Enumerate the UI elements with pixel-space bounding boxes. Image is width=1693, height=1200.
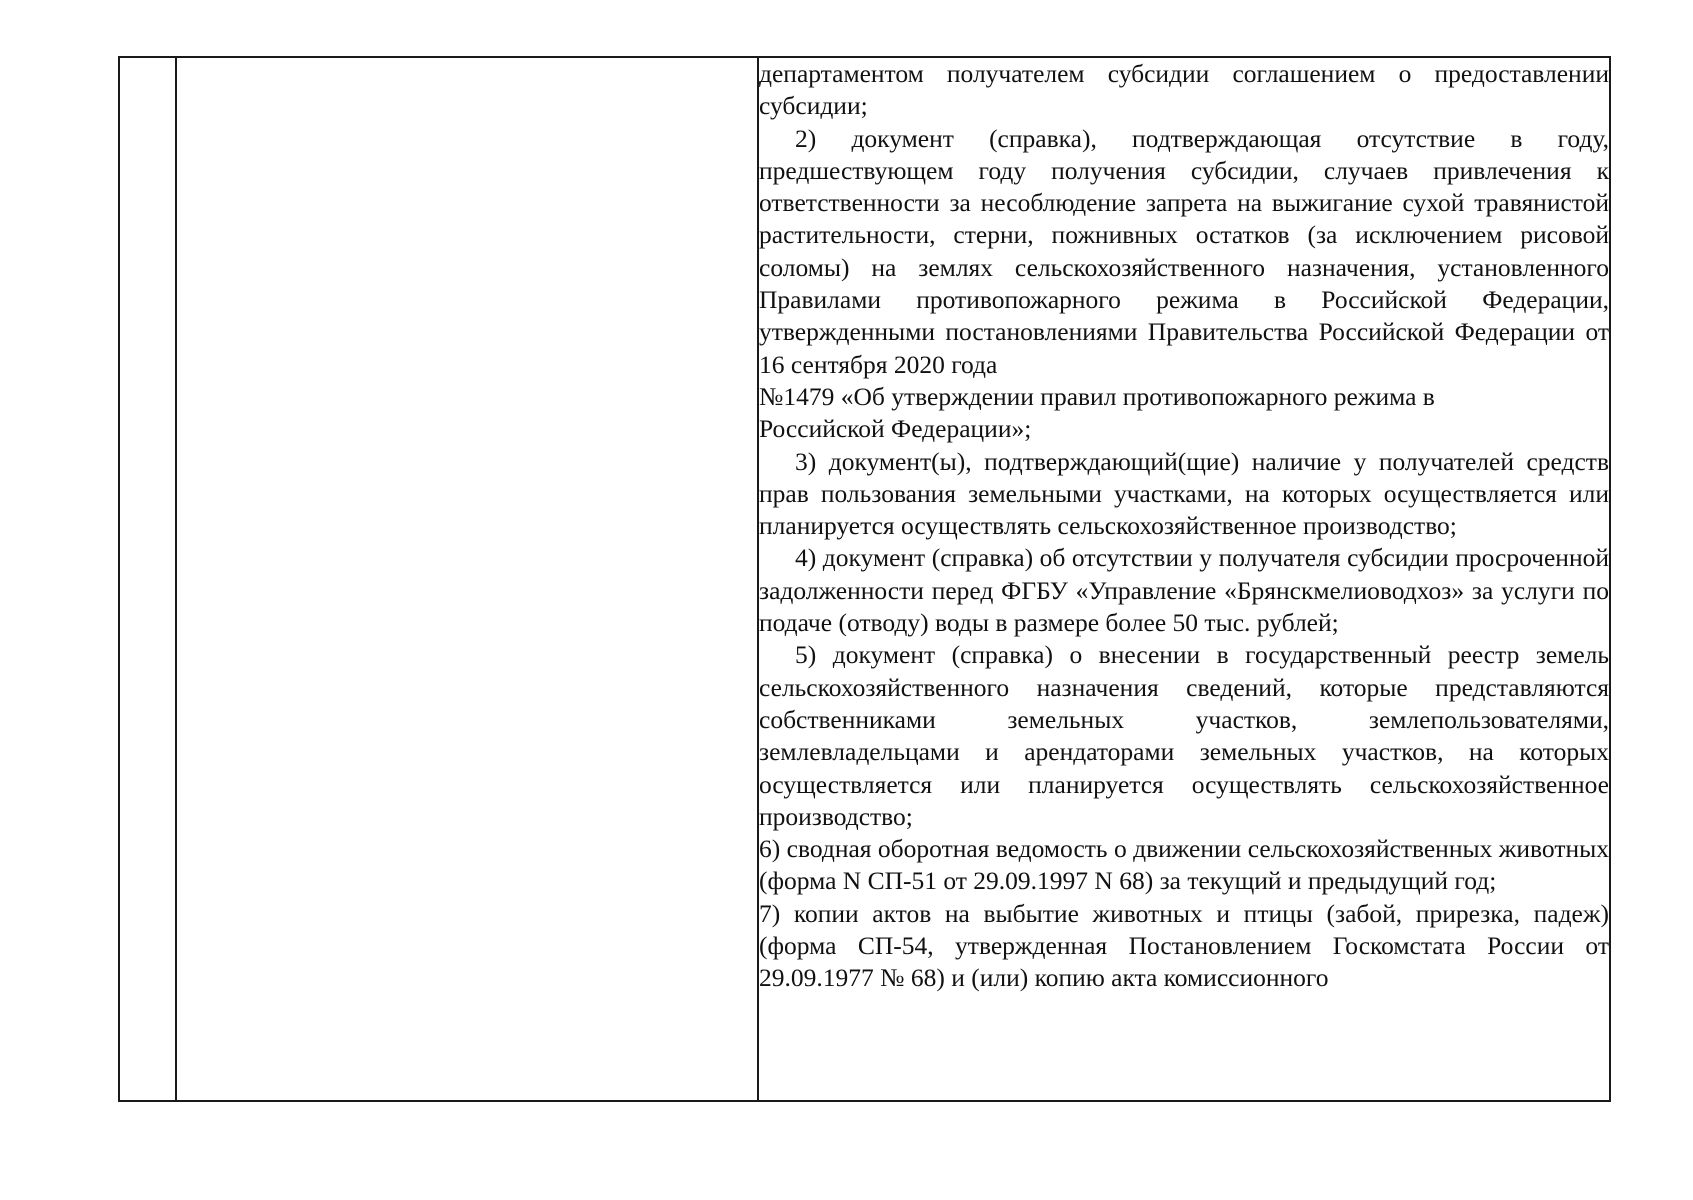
paragraph-item-4: 4) документ (справка) об отсутствии у получателя субсидии просроченной задолженности перед ФГБУ «Управление «Брянскмелиоводхоз» за услуги по подаче (отводу) воды в размере более 50 тыс. рублей; <box>759 543 1609 638</box>
paragraph-item-2: 2) документ (справка), подтверждающая отсутствие в году, предшествующем году получения субсидии, случаев привлечения к ответственности за несоблюдение запрета на выжигание сухой травянистой растительности, стерни, пожнивных остатков (за исключением рисовой соломы) на землях сельскохозяйственного назначения, установленного Правилами противопожарного режима в Российской Федерации, утвержденными постановлениями Правительства Российской Федерации от 16 сентября 2020 года <box>759 123 1609 379</box>
row-content-cell <box>758 57 1610 1101</box>
requirements-table <box>118 56 1611 1102</box>
table-row <box>119 57 1610 1101</box>
paragraph-intro: департаментом получателем субсидии соглашением о предоставлении субсидии; <box>759 59 1609 121</box>
paragraph-item-2-cont <box>759 381 1609 413</box>
document-list-text <box>759 58 1609 1098</box>
paragraph-item-2-end <box>759 413 1609 445</box>
paragraph-item-3: 3) документ(ы), подтверждающий(щие) наличие у получателей средств прав пользования земельными участками, на которых осуществляется или планируется осуществлять сельскохозяйственное производство; <box>759 446 1609 541</box>
paragraph-item-6: 6) сводная оборотная ведомость о движении сельскохозяйственных животных (форма N СП-51 от 29.09.1997 N 68) за текущий и предыдущий год; <box>759 834 1609 896</box>
paragraph-item-7: 7) копии актов на выбытие животных и птицы (забой, прирезка, падеж) (форма СП-54, утвержденная Постановлением Госкомстата России от 29.09.1977 № 68) и (или) копию акта комиссионного <box>759 898 1609 993</box>
row-name-cell <box>176 57 758 1101</box>
paragraph-item-2-line: №1479 «Об утверждении правил противопожарного режима в <box>759 381 1435 411</box>
paragraph-item-2-end-line: Российской Федерации»; <box>759 414 1032 444</box>
row-number-cell <box>119 57 176 1101</box>
paragraph-item-5: 5) документ (справка) о внесении в государственный реестр земель сельскохозяйственного назначения сведений, которые представляются собственниками земельных участков, землепользователями, землевладельцами и арендаторами земельных участков, на которых осуществляется или планируется осуществлять сельскохозяйственное производство; <box>759 640 1609 831</box>
